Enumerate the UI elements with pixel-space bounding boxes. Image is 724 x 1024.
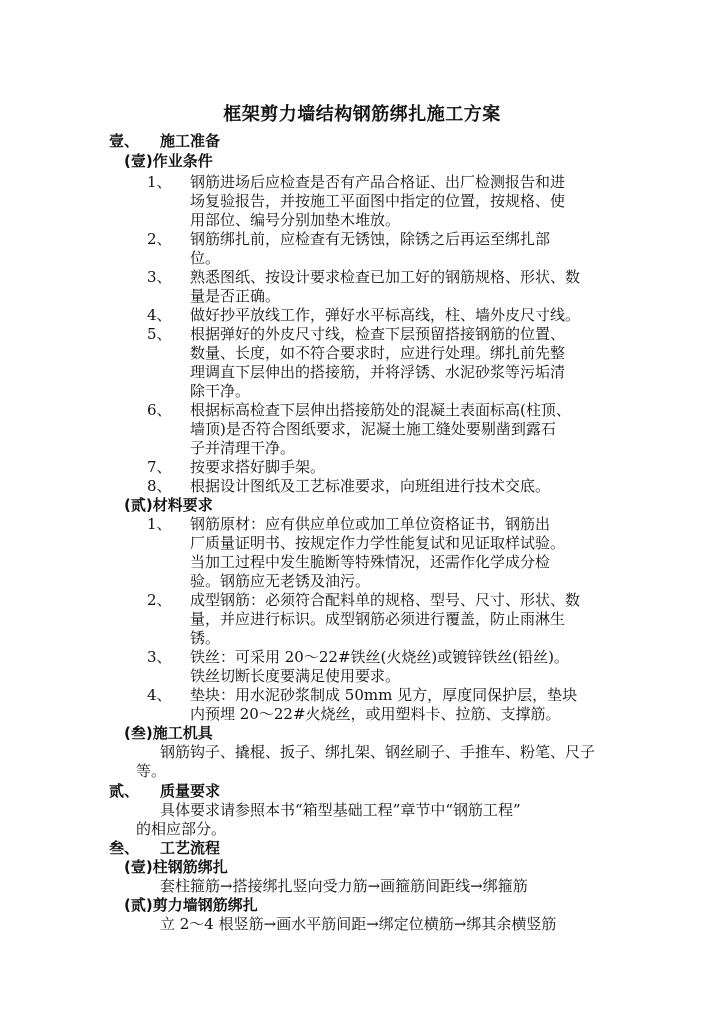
item-number: 8、	[147, 477, 172, 495]
item-line: 当加工过程中发生脆断等特殊情况，还需作化学成分检	[190, 553, 551, 571]
item-line: 用部位、编号分别加垫木堆放。	[190, 211, 401, 229]
sub-label: (贰)	[124, 496, 153, 514]
item-line: 垫块：用水泥砂浆制成 50mm 见方，厚度同保护层，垫块	[190, 686, 578, 704]
item-number: 4、	[147, 686, 172, 704]
sub-label: (壹)	[124, 858, 153, 876]
section3-sub1-heading	[124, 857, 228, 877]
section1-title: 施工准备	[160, 132, 221, 150]
item-line: 熟悉图纸、按设计要求检查已加工好的钢筋规格、形状、数	[190, 268, 581, 286]
item-number: 1、	[147, 173, 172, 191]
item-line: 铁丝切断长度要满足使用要求。	[190, 667, 401, 685]
sub-title: 剪力墙钢筋绑扎	[152, 896, 258, 914]
item-number: 4、	[147, 306, 172, 324]
item-line: 根据标高检查下层伸出搭接筋处的混凝土表面标高(柱顶、	[190, 401, 571, 419]
sub-title: 柱钢筋绑扎	[152, 858, 228, 876]
sub-title: 作业条件	[152, 152, 213, 170]
item-number: 1、	[147, 515, 172, 533]
item-line: 除干净。	[190, 382, 251, 400]
item-line: 场复验报告，并按施工平面图中指定的位置，按规格、使	[190, 192, 566, 210]
item-line: 钢筋原材：应有供应单位或加工单位资格证书，钢筋出	[190, 515, 551, 533]
item-number: 6、	[147, 401, 172, 419]
section3-title: 工艺流程	[160, 839, 221, 857]
item-line: 子并清理干净。	[190, 439, 296, 457]
item-line: 根据弹好的外皮尺寸线，检查下层预留搭接钢筋的位置、	[190, 325, 566, 343]
item-number: 2、	[147, 230, 172, 248]
section1-sub2-heading	[124, 495, 213, 515]
section2-label: 贰、	[109, 782, 140, 800]
sub-title: 施工机具	[152, 724, 213, 742]
sub-label: (叁)	[124, 724, 153, 742]
item-line: 数量、长度，如不符合要求时，应进行处理。绑扎前先整	[190, 344, 566, 362]
item-number: 3、	[147, 648, 172, 666]
section1-sub1-heading	[124, 151, 213, 171]
item-line: 做好抄平放线工作，弹好水平标高线，柱、墙外皮尺寸线。	[190, 306, 581, 324]
item-line: 理调直下层伸出的搭接筋，并将浮锈、水泥砂浆等污垢清	[190, 363, 566, 381]
item-line: 位。	[190, 249, 221, 267]
section1-sub3-heading	[124, 723, 213, 743]
item-number: 3、	[147, 268, 172, 286]
item-line: 墙顶)是否符合图纸要求，泥凝土施工缝处要剔凿到露石	[190, 420, 556, 438]
item-number: 7、	[147, 458, 172, 476]
item-number: 5、	[147, 325, 172, 343]
section1-label: 壹、	[109, 132, 140, 150]
item-line: 锈。	[190, 629, 221, 647]
section3-sub2-heading	[124, 895, 258, 915]
item-number: 2、	[147, 591, 172, 609]
item-line: 量是否正确。	[190, 287, 281, 305]
item-line: 按要求搭好脚手架。	[190, 458, 326, 476]
item-line: 铁丝：可采用 20～22#铁丝(火烧丝)或镀锌铁丝(铅丝)。	[190, 648, 569, 666]
item-line: 内预埋 20～22#火烧丝，或用塑料卡、拉筋、支撑筋。	[190, 705, 561, 723]
section3-label: 叁、	[109, 839, 140, 857]
body-line: 具体要求请参照本书“箱型基础工程”章节中“钢筋工程”	[160, 801, 521, 819]
sub-label: (壹)	[124, 152, 153, 170]
body-line: 套柱箍筋→搭接绑扎竖向受力筋→画箍筋间距线→绑箍筋	[160, 877, 528, 895]
item-line: 成型钢筋：必须符合配料单的规格、型号、尺寸、形状、数	[190, 591, 581, 609]
item-line: 验。钢筋应无老锈及油污。	[190, 572, 371, 590]
item-line: 钢筋进场后应检查是否有产品合格证、出厂检测报告和进	[190, 173, 566, 191]
item-line: 厂质量证明书、按规定作力学性能复试和见证取样试验。	[190, 534, 566, 552]
sub-title: 材料要求	[152, 496, 213, 514]
body-line: 立 2～4 根竖筋→画水平筋间距→绑定位横筋→绑其余横竖筋	[160, 915, 557, 933]
document-title: 框架剪力墙结构钢筋绑扎施工方案	[223, 104, 501, 125]
body-line: 等。	[136, 762, 167, 780]
item-line: 量，并应进行标识。成型钢筋必须进行覆盖，防止雨淋生	[190, 610, 566, 628]
sub-label: (贰)	[124, 896, 153, 914]
section2-title: 质量要求	[160, 782, 221, 800]
item-line: 根据设计图纸及工艺标准要求，向班组进行技术交底。	[190, 477, 551, 495]
body-line: 钢筋钩子、撬棍、扳子、绑扎架、钢丝刷子、手推车、粉笔、尺子	[160, 743, 596, 761]
body-line: 的相应部分。	[136, 820, 227, 838]
item-line: 钢筋绑扎前，应检查有无锈蚀，除锈之后再运至绑扎部	[190, 230, 551, 248]
